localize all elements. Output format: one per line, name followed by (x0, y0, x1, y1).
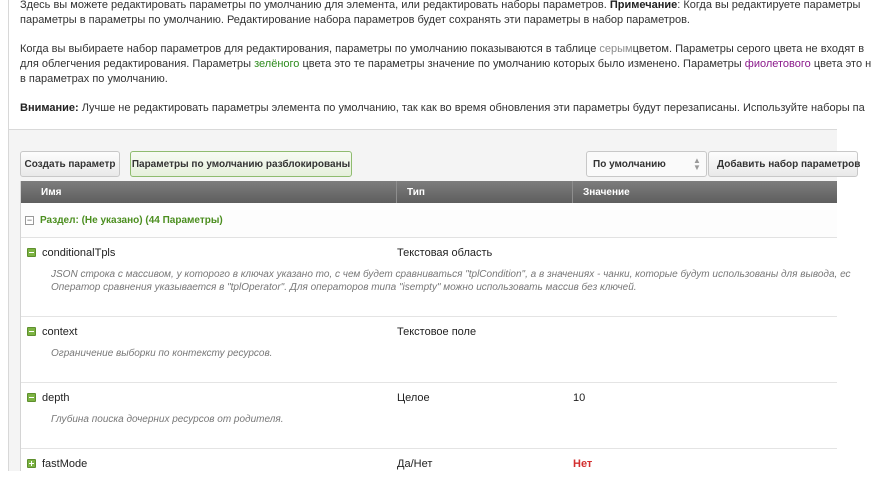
column-header-value[interactable]: Значение (583, 186, 630, 198)
intro-text: в параметрах по умолчанию. (20, 73, 168, 85)
intro-text: цвета это те параметры значение по умолчанию которых было изменено. Параметры (299, 58, 745, 70)
property-description (21, 413, 837, 426)
group-label: Раздел: (Не указано) (44 Параметры) (40, 214, 223, 226)
intro-text: параметры в параметры по умолчанию. Редактирование набора параметров будет сохранять эти параметры в набор параметров. (20, 14, 690, 26)
collapse-row-icon[interactable] (27, 248, 36, 257)
intro-paragraph-2 (20, 42, 871, 87)
select-arrows-icon: ▲ ▼ (693, 156, 701, 172)
collapse-row-icon[interactable] (27, 393, 36, 402)
group-row[interactable] (21, 203, 837, 238)
default-properties-unlocked-button[interactable]: Параметры по умолчанию разблокированы (130, 151, 352, 177)
property-description (21, 347, 837, 360)
intro-text: цветом. Параметры серого цвета не входят в (632, 43, 865, 55)
intro-text: для облегчения редактирования. Параметры (20, 58, 255, 70)
property-description (21, 268, 851, 294)
collapse-row-icon[interactable] (27, 327, 36, 336)
intro-paragraph-1 (20, 0, 861, 28)
collapse-icon[interactable]: − (26, 214, 33, 225)
create-property-button[interactable]: Создать параметр (20, 151, 120, 177)
intro-text: : Когда вы редактируете параметры (677, 0, 861, 11)
table-row[interactable] (21, 317, 837, 383)
main-content (9, 0, 871, 471)
properties-grid (20, 181, 851, 471)
warning-label: Внимание: (20, 102, 79, 114)
property-name: context (42, 326, 78, 338)
add-property-set-button[interactable]: Добавить набор параметров (708, 151, 858, 177)
intro-text: Здесь вы можете редактировать параметры по умолчанию для элемента, или редактировать наборы параметров. (20, 0, 610, 11)
left-panel-edge (0, 0, 9, 471)
description-line: Ограничение выборки по контексту ресурсов. (51, 348, 273, 359)
property-value[interactable]: Нет (573, 458, 593, 470)
column-header-name[interactable]: Имя (21, 181, 397, 203)
column-header-type[interactable]: Тип (397, 181, 573, 203)
property-type: Да/Нет (397, 458, 433, 470)
property-set-select[interactable] (586, 151, 707, 177)
intro-text: Когда вы выбираете набор параметров для редактирования, параметры по умолчанию показываются в таблице (20, 43, 600, 55)
properties-toolbar (20, 151, 861, 177)
grid-header (21, 181, 837, 203)
table-row[interactable] (21, 383, 837, 449)
description-line: JSON строка с массивом, у которого в ключах указано то, с чем будет сравниваться "tplCondition", а в значениях - чанки, которые будут использованы для вывода, ес (51, 269, 851, 280)
property-type: Целое (397, 392, 430, 404)
description-line: Оператор сравнения указывается в "tplOperator". Для операторов типа "isempty" можно использовать массив без ключей. (51, 282, 637, 293)
grey-color-word: серым (599, 43, 633, 55)
note-label: Примечание (609, 0, 678, 11)
property-name: depth (42, 392, 70, 404)
purple-color-word: фиолетового (744, 58, 811, 70)
property-set-selected-value: По умолчанию (593, 158, 666, 170)
property-value[interactable]: 10 (573, 392, 586, 404)
description-line: Глубина поиска дочерних ресурсов от родителя. (51, 414, 284, 425)
table-row[interactable] (21, 238, 851, 317)
property-type: Текстовое поле (397, 326, 477, 338)
expand-row-icon[interactable] (27, 459, 36, 468)
property-name: conditionalTpls (42, 247, 116, 259)
table-row[interactable] (21, 449, 837, 489)
property-type: Текстовая область (397, 247, 493, 259)
property-name: fastMode (42, 458, 88, 470)
intro-text: цвета это н (810, 58, 871, 70)
warning-text: Лучше не редактировать параметры элемента по умолчанию, так как во время обновления эти параметры будут перезаписаны. Используйте наборы па (78, 102, 865, 114)
intro-text-panel (9, 0, 871, 130)
intro-warning (20, 101, 865, 116)
green-color-word: зелёного (254, 58, 300, 70)
